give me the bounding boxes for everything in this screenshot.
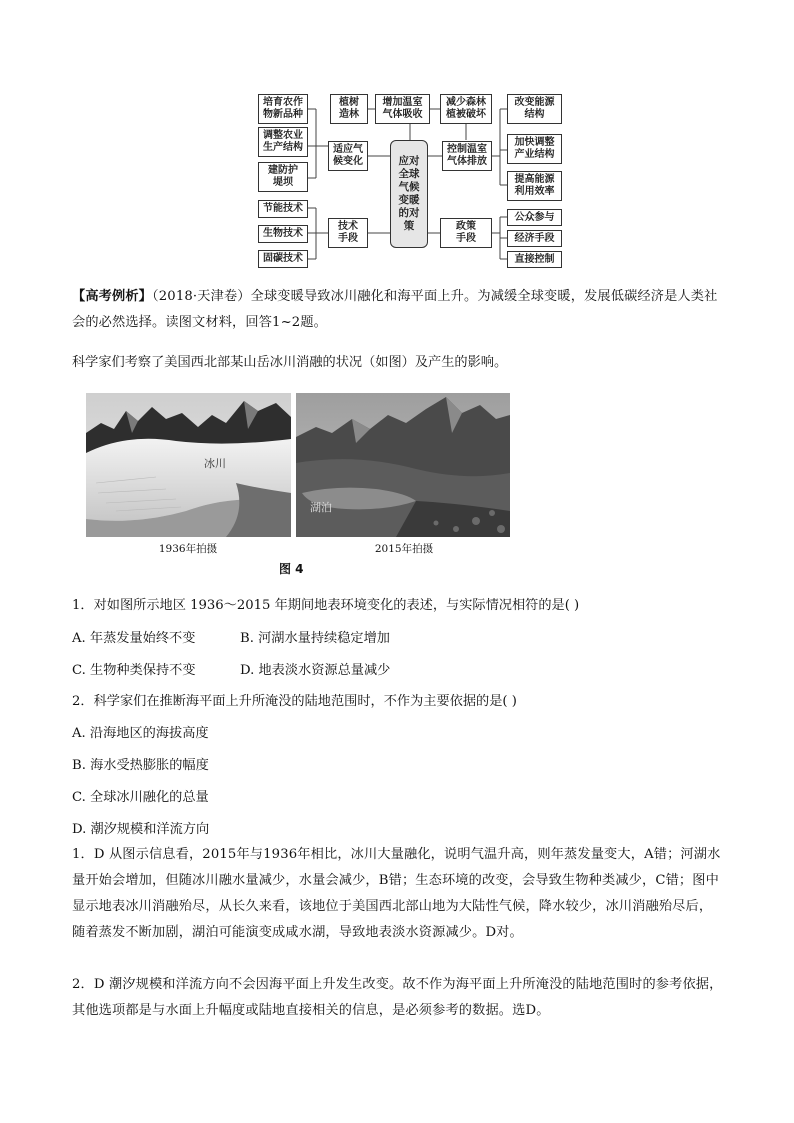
box-increase-absorption: 增加温室 气体吸收 bbox=[375, 94, 430, 124]
caption-1936: 1936年拍摄 bbox=[158, 543, 218, 555]
box-adjust-industry: 加快调整 产业结构 bbox=[507, 134, 562, 164]
intro-line2: 科学家们考察了美国西北部某山岳冰川消融的状况（如图）及产生的影响。 bbox=[72, 355, 508, 370]
caption-2015: 2015年拍摄 bbox=[374, 543, 434, 555]
figure-label: 图 4 bbox=[279, 562, 304, 576]
box-change-energy-structure: 改变能源 结构 bbox=[507, 94, 562, 124]
box-breed-new-crops: 培育农作 物新品种 bbox=[258, 94, 308, 124]
box-reduce-deforestation: 减少森林 植被破坏 bbox=[440, 94, 492, 124]
photo-1936 bbox=[86, 393, 291, 537]
intro-text: 全球变暖导致冰川融化和海平面上升。为减缓全球变暖，发展低碳经济是人类社会的必然选择。读图文材料，回答1~2题。 bbox=[72, 289, 718, 330]
box-adapt-climate: 适应气 候变化 bbox=[328, 141, 368, 171]
photo-2015-image bbox=[296, 393, 510, 537]
intro-source: （2018·天津卷） bbox=[152, 289, 251, 304]
photo-1936-image bbox=[86, 393, 291, 537]
box-improve-efficiency: 提高能源 利用效率 bbox=[507, 171, 562, 201]
box-carbon-fixing-tech: 固碳技术 bbox=[258, 250, 308, 268]
glacier-label: 冰川 bbox=[204, 457, 226, 470]
intro-tag: 【高考例析】 bbox=[72, 289, 153, 304]
q2-stem: 2．科学家们在推断海平面上升所淹没的陆地范围时，不作为主要依据的是( ) bbox=[72, 694, 517, 709]
box-adjust-agriculture: 调整农业 生产结构 bbox=[258, 127, 308, 157]
photo-2015 bbox=[296, 393, 510, 537]
box-energy-saving-tech: 节能技术 bbox=[258, 200, 308, 218]
answer-2: 2．D 潮汐规模和洋流方向不会因海平面上升发生改变。故不作为海平面上升所淹没的陆地范围时的参考依据，其他选项都是与水面上升幅度或陆地直接相关的信息，是必须参考的数据。选D。 bbox=[72, 977, 723, 1018]
q1-option-c: C. 生物种类保持不变 bbox=[72, 663, 196, 678]
q2-option-d: D. 潮汐规模和洋流方向 bbox=[72, 822, 210, 837]
q2-option-b: B. 海水受热膨胀的幅度 bbox=[72, 758, 209, 773]
q1-option-b: B. 河湖水量持续稳定增加 bbox=[240, 631, 390, 646]
box-technical-means: 技术 手段 bbox=[328, 218, 368, 248]
box-afforestation: 植树 造林 bbox=[330, 94, 368, 124]
glacier-figure bbox=[86, 393, 510, 557]
q1-option-a: A. 年蒸发量始终不变 bbox=[72, 631, 196, 646]
q1-stem: 1．对如图所示地区 1936～2015 年期间地表环境变化的表述，与实际情况相符的是( ) bbox=[72, 598, 580, 613]
q2-option-a: A. 沿海地区的海拔高度 bbox=[72, 726, 209, 741]
box-build-dikes: 建防护 堤坝 bbox=[258, 162, 308, 192]
box-biotech: 生物技术 bbox=[258, 225, 308, 243]
box-policy-means: 政策 手段 bbox=[440, 218, 492, 248]
box-economic-means: 经济手段 bbox=[507, 230, 562, 247]
box-center-strategy: 应对 全球 气候 变暖 的对 策 bbox=[390, 140, 428, 248]
answer-1: 1．D 从图示信息看，2015年与1936年相比，冰川大量融化，说明气温升高，则年蒸发量变大，A错；河湖水量开始会增加，但随冰川融水量减少，水量会减少，B错；生态环境的改变，会导致生物种类减少，C错；图中显示地表冰川消融殆尽，从长久来看，该地位于美国西北部山地为大陆性气候，降水较少，冰川消融殆尽后，随着蒸发不断加剧，湖泊可能演变成咸水湖，导致地表淡水资源减少。D对。 bbox=[72, 847, 721, 940]
q1-option-d: D. 地表淡水资源总量减少 bbox=[240, 663, 391, 678]
q2-option-c: C. 全球冰川融化的总量 bbox=[72, 790, 209, 805]
box-direct-control: 直接控制 bbox=[507, 251, 562, 268]
concept-diagram bbox=[250, 88, 570, 270]
intro-paragraph bbox=[72, 284, 724, 336]
box-control-emissions: 控制温室 气体排放 bbox=[442, 141, 492, 171]
lake-label: 湖泊 bbox=[310, 501, 332, 514]
box-public-participation: 公众参与 bbox=[507, 209, 562, 226]
